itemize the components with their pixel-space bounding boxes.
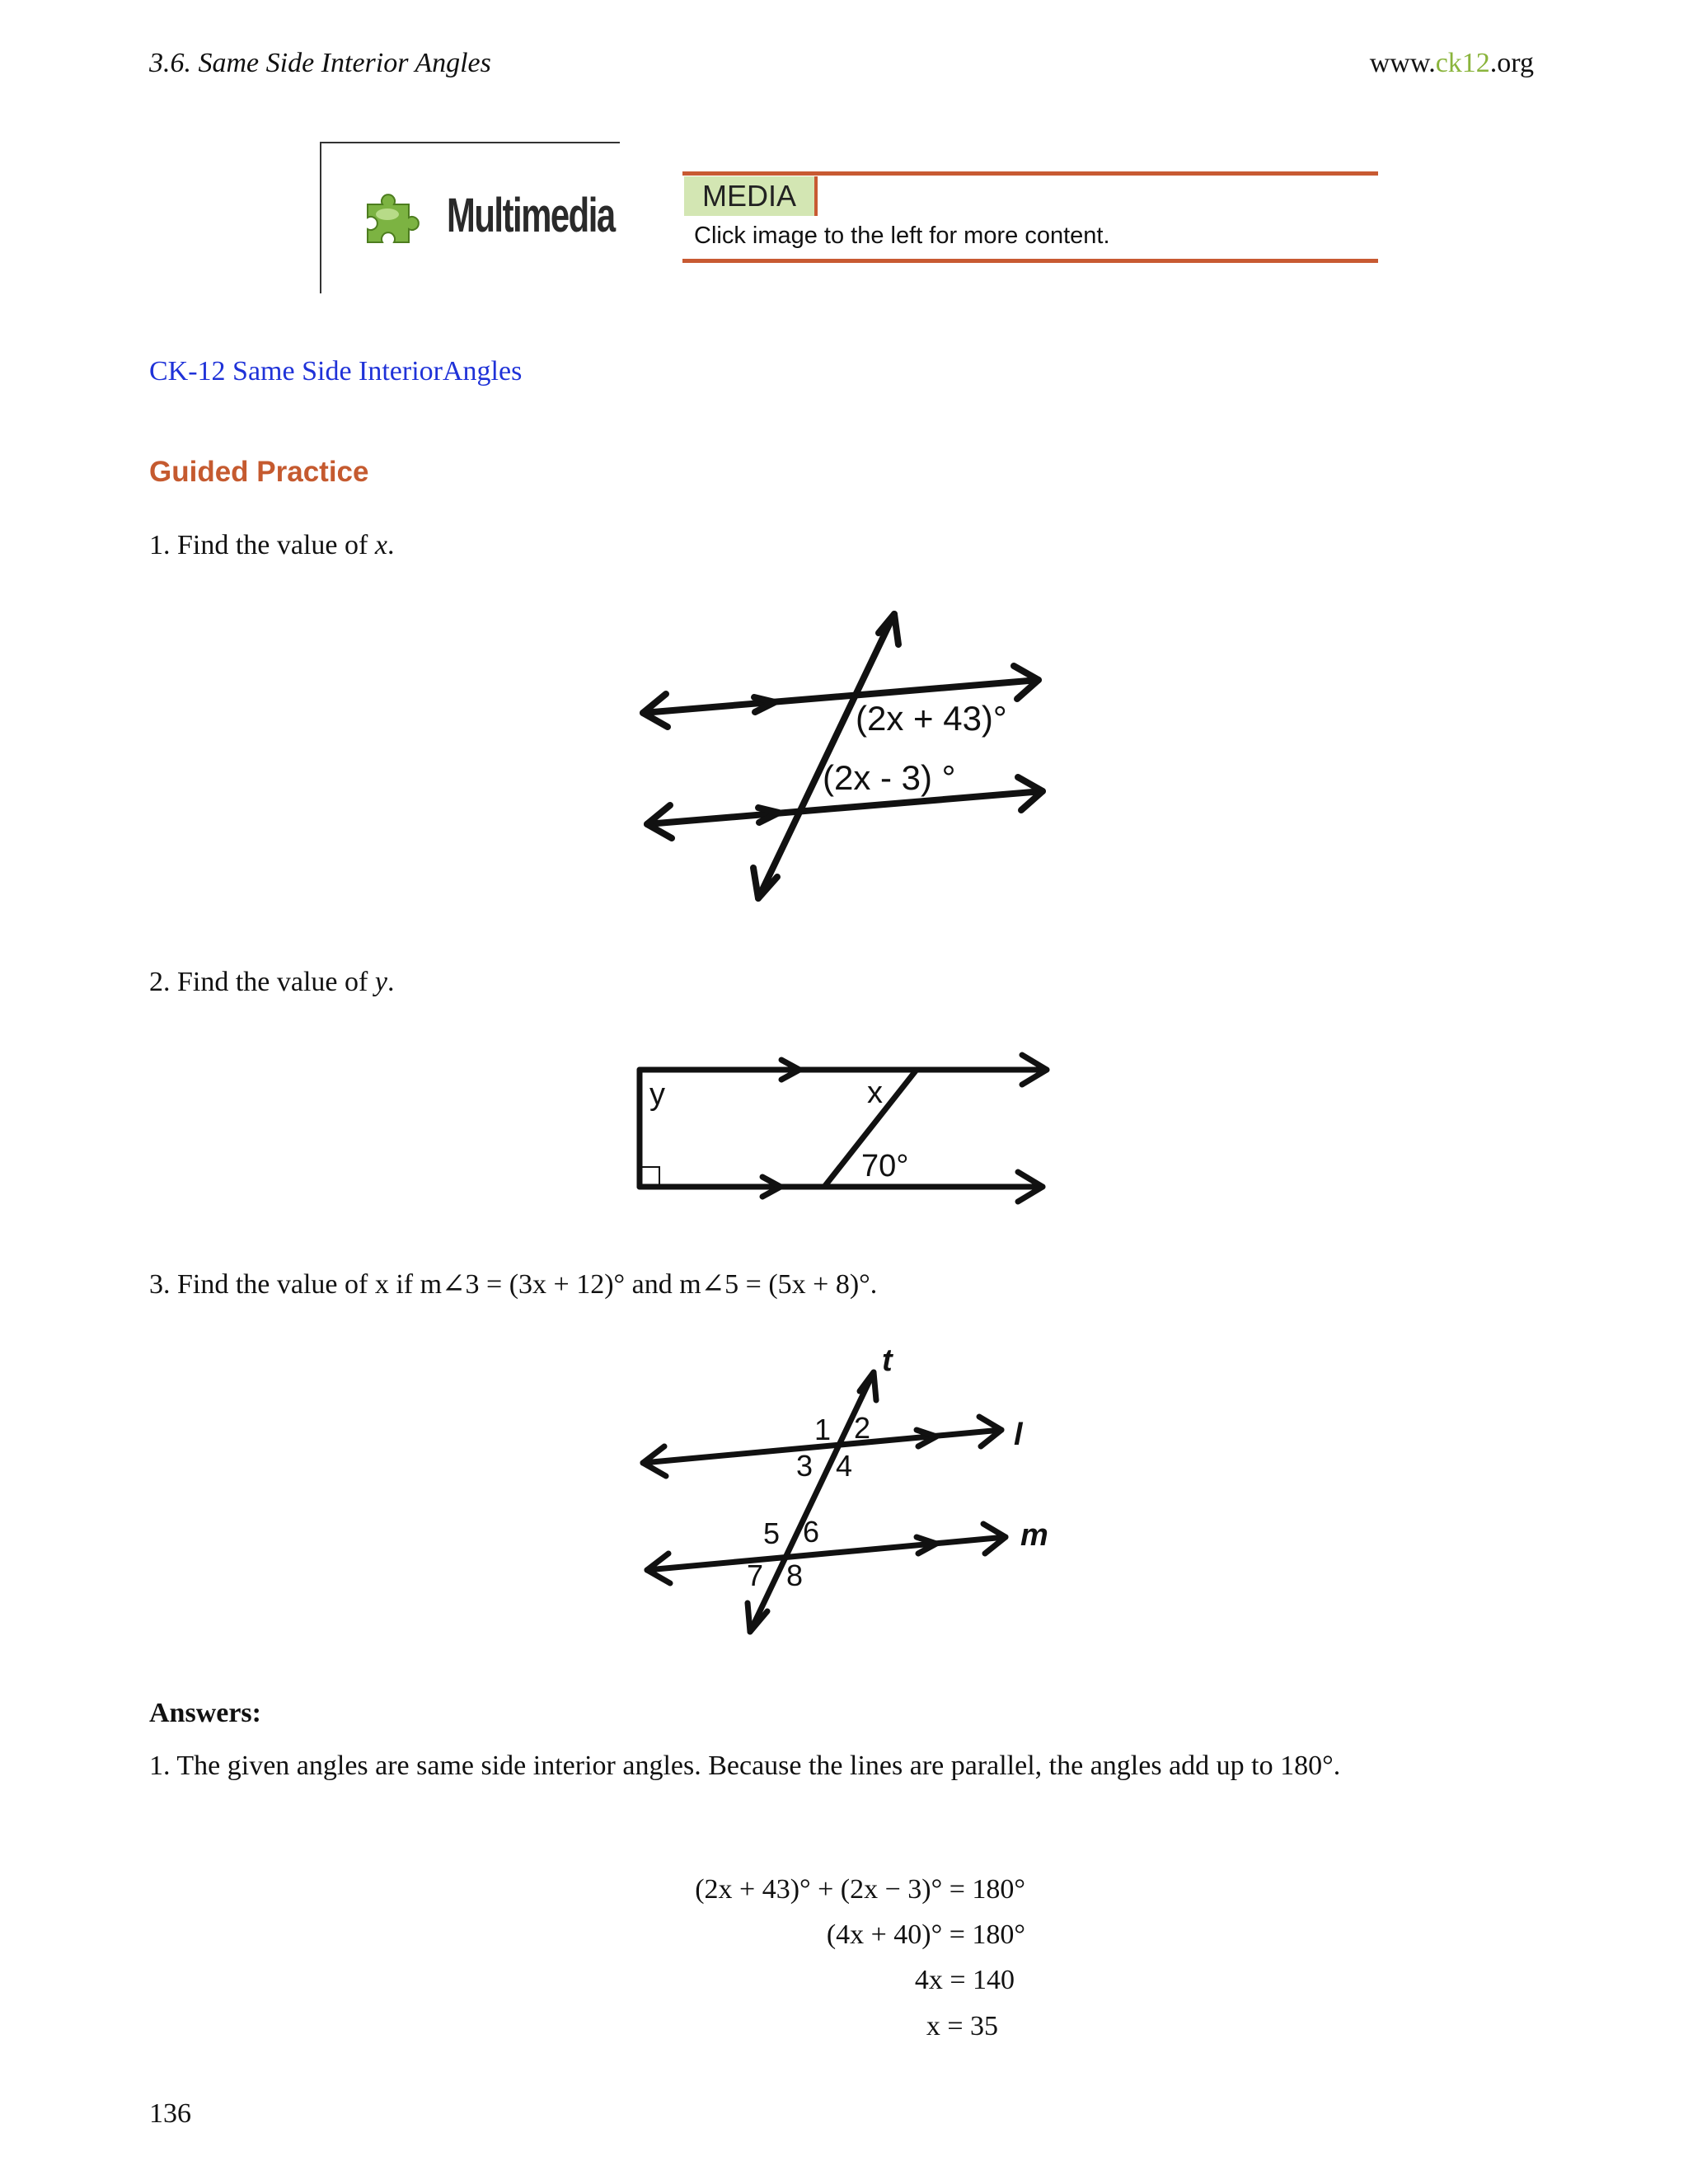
problem-punct: . [387,530,395,560]
figure-2-label-y: y [649,1077,665,1112]
site-url-prefix: www. [1369,48,1436,78]
line-t-label: t [882,1347,893,1378]
problem-number: 1. [149,530,171,560]
section-title: Guided Practice [149,456,369,488]
problem-3 [149,1268,877,1301]
media-rule-bottom [682,259,1378,263]
problem-text: Find the value of [177,530,375,560]
angle-6-label: 6 [803,1515,820,1549]
site-url[interactable] [1370,48,1534,79]
media-rule-top [682,171,1378,176]
problem-2 [149,967,394,998]
site-url-suffix: .org [1489,48,1534,78]
line-l-label: l [1014,1418,1023,1452]
answer-1: 1. The given angles are same side interior angles. Because the lines are parallel, the angles add up to 180°. [149,1750,1341,1781]
angle-4-label: 4 [836,1449,853,1483]
problem-number: 3. [149,1269,171,1300]
problem-text: Find the value of x if m∠3 = (3x + 12)° and m∠5 = (5x + 8)°. [177,1269,878,1300]
angle-1-label: 1 [814,1413,832,1446]
equation-line: 4x = 140 [914,1965,1015,1995]
angle-7-label: 7 [747,1558,764,1592]
figure-1-label-top: (2x + 43)° [856,699,1007,738]
chapter-header: 3.6. Same Side Interior Angles [149,48,491,78]
ck12-video-link[interactable]: CK-12 Same Side InteriorAngles [149,356,523,387]
answers-heading: Answers: [149,1698,261,1728]
problem-number: 2. [149,967,171,997]
figure-3-parallel-lines [626,1347,1071,1652]
multimedia-logo-text: Multimedia [447,189,615,242]
figure-1-label-bottom: (2x - 3) ° [823,758,956,797]
puzzle-piece-icon [359,186,430,249]
figure-1-parallel-lines [626,602,1055,907]
angle-5-label: 5 [763,1516,781,1550]
equation-line: x = 35 [926,2011,998,2041]
page-number: 136 [149,2098,191,2129]
equation-line: (2x + 43)° + (2x − 3)° = 180° [695,1874,1025,1905]
equation-line: (4x + 40)° = 180° [826,1919,1025,1950]
figure-2-label-angle: 70° [861,1149,909,1183]
figure-2-label-x: x [867,1076,883,1110]
angle-8-label: 8 [786,1558,804,1592]
media-caption: Click image to the left for more content. [694,223,1110,249]
problem-1 [149,530,394,561]
figure-2-parallel-lines [626,1047,1055,1212]
problem-variable: x [374,530,387,560]
site-url-accent: ck12 [1435,48,1490,78]
problem-variable: y [374,967,387,997]
media-tag: MEDIA [684,176,818,216]
angle-2-label: 2 [854,1411,871,1445]
angle-3-label: 3 [796,1449,814,1483]
problem-text: Find the value of [177,967,375,997]
line-m-label: m [1020,1518,1048,1553]
problem-punct: . [387,967,395,997]
